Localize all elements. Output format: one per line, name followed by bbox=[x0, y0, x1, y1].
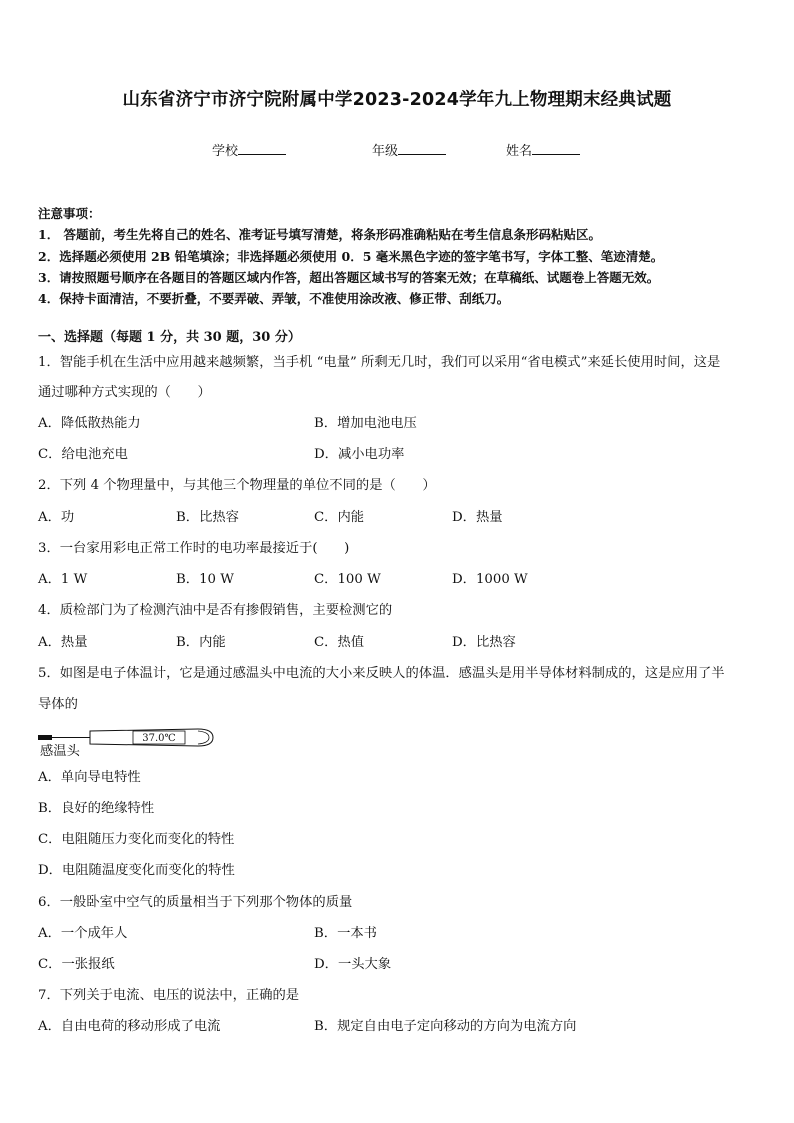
grade-label: 年级 bbox=[372, 144, 399, 159]
question-3-stem: 3．一台家用彩电正常工作时的电功率最接近于( ) bbox=[38, 541, 350, 556]
question-2-option-c[interactable]: C．内能 bbox=[314, 510, 365, 525]
question-2-option-b[interactable]: B．比热容 bbox=[176, 510, 239, 525]
question-3-option-b[interactable]: B．10 W bbox=[176, 572, 234, 587]
question-7-stem: 7．下列关于电流、电压的说法中，正确的是 bbox=[38, 988, 300, 1003]
question-6-option-d[interactable]: D．一头大象 bbox=[314, 957, 392, 972]
thermometer-reading: 37.0℃ bbox=[142, 733, 176, 744]
question-4-option-b[interactable]: B．内能 bbox=[176, 635, 226, 650]
question-4-option-d[interactable]: D．比热容 bbox=[452, 635, 516, 650]
question-5-option-a[interactable]: A．单向导电特性 bbox=[38, 770, 141, 785]
question-5-stem-cont: 导体的 bbox=[38, 697, 78, 712]
question-4-option-a[interactable]: A．热量 bbox=[38, 635, 88, 650]
question-5-option-d[interactable]: D．电阻随温度变化而变化的特性 bbox=[38, 863, 235, 878]
exam-title: 山东省济宁市济宁院附属中学2023-2024学年九上物理期末经典试题 bbox=[122, 90, 672, 110]
question-1-stem-cont: 通过哪种方式实现的（ ） bbox=[38, 385, 211, 400]
question-5-stem: 5．如图是电子体温计，它是通过感温头中电流的大小来反映人的体温．感温头是用半导体材料制成的，这是应用了半 bbox=[38, 666, 725, 681]
name-blank[interactable] bbox=[532, 142, 580, 155]
grade-field[interactable] bbox=[372, 140, 446, 159]
question-6-option-b[interactable]: B．一本书 bbox=[314, 926, 377, 941]
question-1-option-b[interactable]: B．增加电池电压 bbox=[314, 416, 417, 431]
question-3-option-a[interactable]: A．1 W bbox=[38, 572, 88, 587]
question-2-stem: 2．下列 4 个物理量中，与其他三个物理量的单位不同的是（ ） bbox=[38, 478, 436, 493]
question-2-option-a[interactable]: A．功 bbox=[38, 510, 75, 525]
question-7-option-b[interactable]: B．规定自由电子定向移动的方向为电流方向 bbox=[314, 1019, 577, 1034]
question-4-option-c[interactable]: C．热值 bbox=[314, 635, 365, 650]
question-1-stem: 1．智能手机在生活中应用越来越频繁，当手机 “电量” 所剩无几时，我们可以采用“省电模式”来延长使用时间，这是 bbox=[38, 355, 721, 370]
notice-block bbox=[38, 203, 768, 309]
notice-item: 2．选择题必须使用 2B 铅笔填涂；非选择题必须使用 0．5 毫米黑色字迹的签字笔书写，字体工整、笔迹清楚。 bbox=[38, 248, 664, 264]
figure-caption: 感温头 bbox=[40, 744, 80, 759]
question-6-option-a[interactable]: A．一个成年人 bbox=[38, 926, 128, 941]
notice-item: 1． 答题前，考生先将自己的姓名、准考证号填写清楚，将条形码准确粘贴在考生信息条形码粘贴区。 bbox=[38, 227, 602, 243]
notice-heading: 注意事项： bbox=[38, 206, 101, 221]
school-field[interactable] bbox=[212, 140, 286, 159]
notice-item: 3．请按照题号顺序在各题目的答题区域内作答，超出答题区域书写的答案无效；在草稿纸、试题卷上答题无效。 bbox=[38, 269, 660, 285]
question-3-option-c[interactable]: C．100 W bbox=[314, 572, 381, 587]
name-field[interactable] bbox=[506, 140, 580, 159]
student-info-fields bbox=[0, 140, 794, 158]
question-6-stem: 6．一般卧室中空气的质量相当于下列那个物体的质量 bbox=[38, 895, 353, 910]
name-label: 姓名 bbox=[506, 144, 533, 159]
question-5-option-c[interactable]: C．电阻随压力变化而变化的特性 bbox=[38, 832, 235, 847]
question-3-option-d[interactable]: D．1000 W bbox=[452, 572, 528, 587]
question-2-option-d[interactable]: D．热量 bbox=[452, 510, 503, 525]
question-7-option-a[interactable]: A．自由电荷的移动形成了电流 bbox=[38, 1019, 221, 1034]
school-label: 学校 bbox=[212, 144, 239, 159]
question-5-option-b[interactable]: B．良好的绝缘特性 bbox=[38, 801, 155, 816]
question-1-option-a[interactable]: A．降低散热能力 bbox=[38, 416, 141, 431]
question-1-option-c[interactable]: C．给电池充电 bbox=[38, 447, 128, 462]
notice-item: 4．保持卡面清洁，不要折叠，不要弄破、弄皱，不准使用涂改液、修正带、刮纸刀。 bbox=[38, 291, 510, 307]
grade-blank[interactable] bbox=[398, 142, 446, 155]
question-1-option-d[interactable]: D．减小电功率 bbox=[314, 447, 405, 462]
school-blank[interactable] bbox=[238, 142, 286, 155]
question-6-option-c[interactable]: C．一张报纸 bbox=[38, 957, 115, 972]
question-4-stem: 4．质检部门为了检测汽油中是否有掺假销售，主要检测它的 bbox=[38, 603, 393, 618]
section-heading: 一、选择题（每题 1 分，共 30 题，30 分） bbox=[38, 330, 301, 345]
